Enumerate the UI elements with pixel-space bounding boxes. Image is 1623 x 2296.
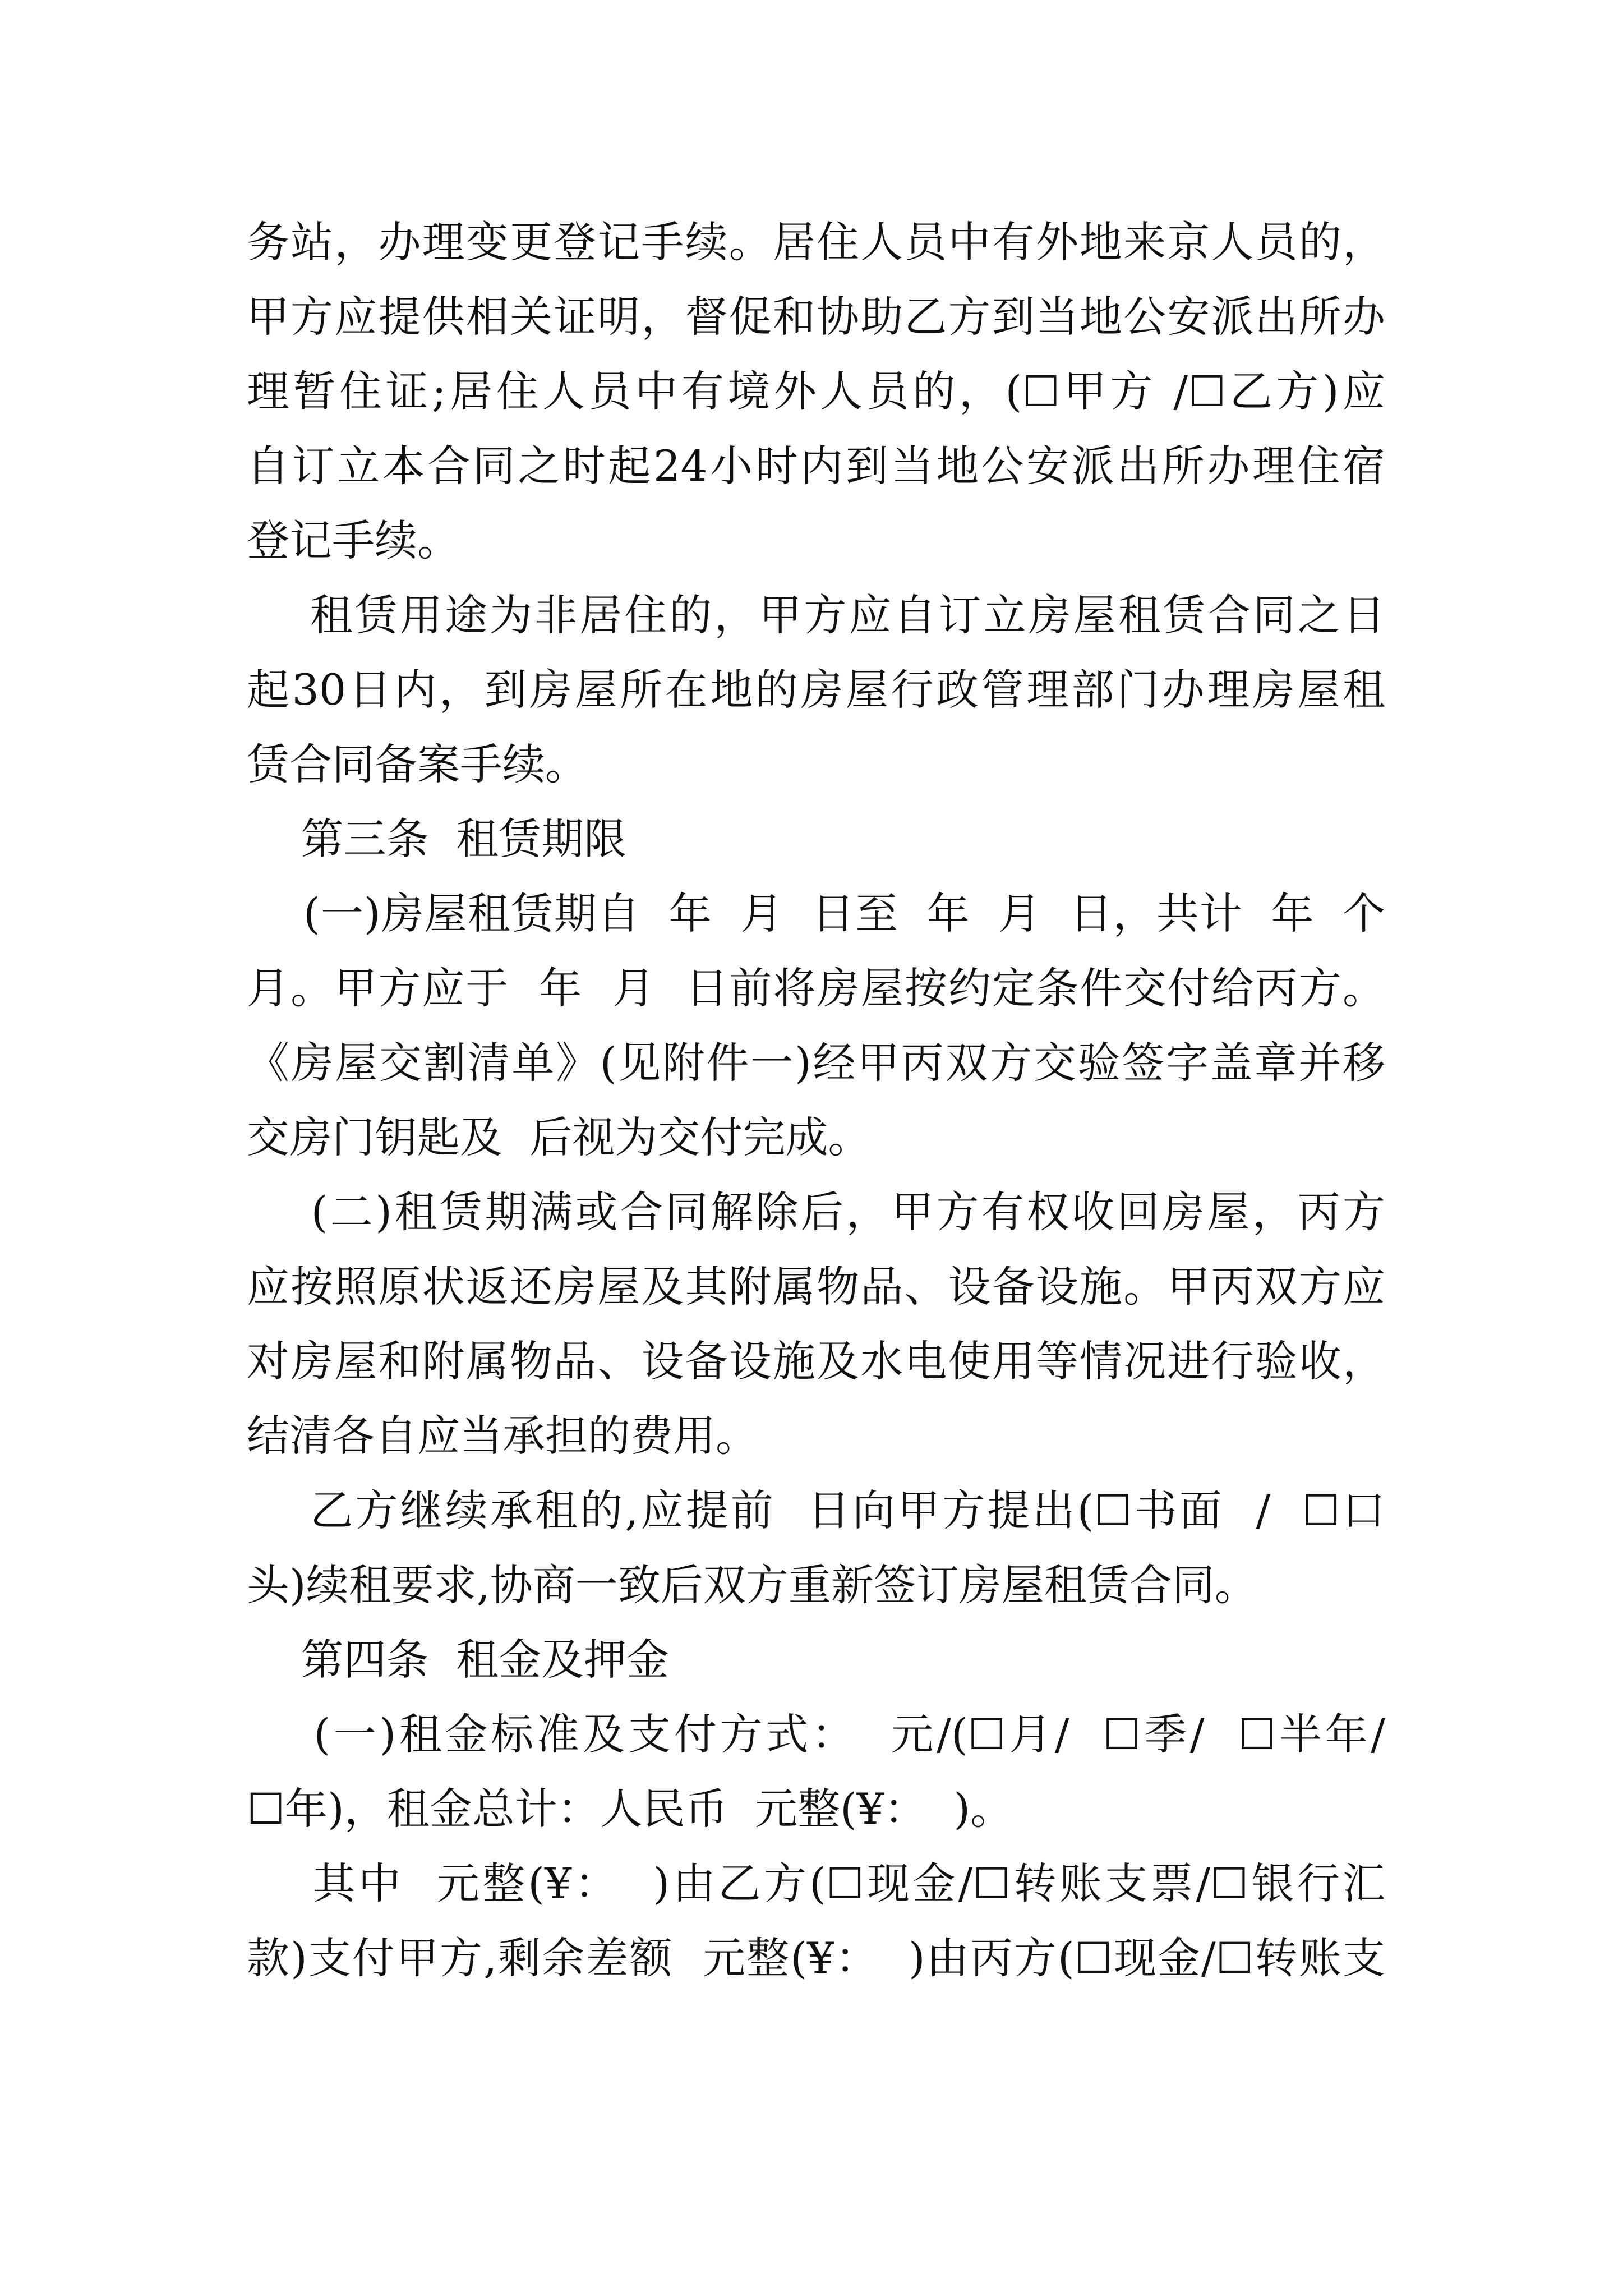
- text-line: 其中 元整(¥： )由乙方(☐现金/☐转账支票/☐银行汇: [247, 1858, 1385, 1908]
- text-line: ☐年)，租金总计：人民币 元整(¥： )。: [247, 1784, 1013, 1834]
- text-line: 理暂住证;居住人员中有境外人员的，(☐甲方 /☐乙方)应: [247, 366, 1385, 416]
- section-heading: 第三条 租赁期限: [247, 814, 626, 864]
- text-line: (二)租赁期满或合同解除后，甲方有权收回房屋，丙方: [247, 1187, 1385, 1237]
- text-line: 登记手续。: [247, 516, 460, 565]
- text-line: (一)租金标准及支付方式： 元/(☐月/ ☐季/ ☐半年/: [247, 1709, 1385, 1759]
- section-heading: 第四条 租金及押金: [247, 1635, 669, 1685]
- text-line: 起30日内，到房屋所在地的房屋行政管理部门办理房屋租: [247, 665, 1385, 715]
- text-line: 自订立本合同之时起24小时内到当地公安派出所办理住宿: [247, 441, 1385, 491]
- text-line: 款)支付甲方,剩余差额 元整(¥： )由丙方(☐现金/☐转账支: [247, 1933, 1385, 1983]
- text-line: 结清各自应当承担的费用。: [247, 1411, 758, 1461]
- text-line: 赁合同备案手续。: [247, 739, 588, 789]
- text-line: 乙方继续承租的,应提前 日向甲方提出(☐书面 / ☐口: [247, 1485, 1385, 1535]
- text-line: 对房屋和附属物品、设备设施及水电使用等情况进行验收，: [247, 1336, 1385, 1386]
- text-line: 头)续租要求,协商一致后双方重新签订房屋租赁合同。: [247, 1560, 1257, 1610]
- text-line: 租赁用途为非居住的，甲方应自订立房屋租赁合同之日: [247, 590, 1385, 640]
- text-line: (一)房屋租赁期自 年 月 日至 年 月 日，共计 年 个: [247, 889, 1385, 938]
- text-line: 月。甲方应于 年 月 日前将房屋按约定条件交付给丙方。: [247, 963, 1385, 1013]
- text-line: 《房屋交割清单》(见附件一)经甲丙双方交验签字盖章并移: [247, 1038, 1385, 1088]
- text-line: 交房门钥匙及 后视为交付完成。: [247, 1112, 871, 1162]
- text-line: 甲方应提供相关证明，督促和协助乙方到当地公安派出所办: [247, 292, 1385, 342]
- document-body: [247, 205, 1385, 1995]
- text-line: 应按照原状返还房屋及其附属物品、设备设施。甲丙双方应: [247, 1262, 1385, 1312]
- text-line: 务站，办理变更登记手续。居住人员中有外地来京人员的，: [247, 217, 1385, 267]
